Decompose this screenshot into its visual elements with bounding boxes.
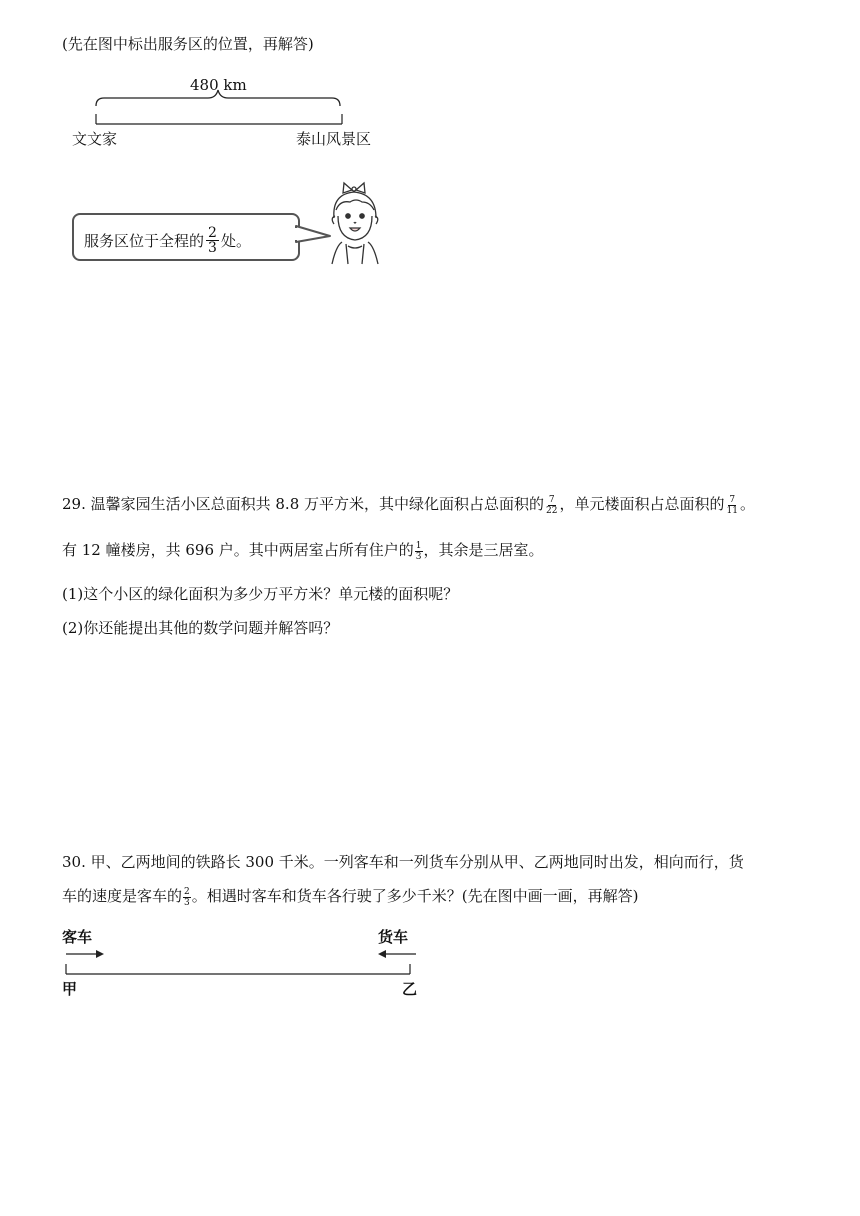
q29-fraction-building [726, 495, 739, 516]
q29-fraction-two-bedroom [415, 541, 423, 562]
q30-line2 [62, 886, 638, 908]
q29-fraction-two-bedroom-den: 3 [415, 551, 422, 562]
q29-fraction-green-den: 22 [546, 505, 558, 516]
q29-line1-text-b: ，单元楼面积占总面积的 [559, 495, 725, 513]
q29-sub-question-1: (1)这个小区的绿化面积为多少万平方米？单元楼的面积呢？ [62, 585, 459, 603]
bubble-suffix: 处。 [220, 231, 251, 250]
point-jia-label: 甲 [62, 980, 78, 998]
q30-line1: 30. 甲、乙两地间的铁路长 300 千米。一列客车和一列货车分别从甲、乙两地同时出发，相向而行，货 [62, 853, 744, 871]
bubble-prefix: 服务区位于全程的 [84, 231, 205, 250]
q30-line2-text-b: 。相遇时客车和货车各行驶了多少千米？(先在图中画一画，再解答) [191, 887, 639, 905]
bubble-fraction-den: 3 [208, 240, 217, 256]
girl-illustration [326, 180, 388, 266]
railway-line [60, 944, 424, 978]
q29-fraction-green [545, 495, 558, 516]
distance-brace-and-line [90, 88, 350, 128]
speech-bubble [72, 213, 300, 261]
bubble-fraction-num: 2 [208, 225, 217, 241]
q28-instruction: (先在图中标出服务区的位置，再解答) [62, 35, 314, 53]
bubble-fraction [206, 226, 219, 255]
q29-fraction-building-num: 7 [729, 494, 736, 505]
q30-line2-text-a: 车的速度是客车的 [62, 887, 183, 905]
q29-line2-text-b: ，其余是三居室。 [423, 541, 544, 559]
q30-fraction-speed-den: 3 [184, 897, 190, 908]
end-label: 泰山风景区 [296, 130, 372, 148]
q29-line2 [62, 540, 544, 562]
q30-fraction-speed [183, 887, 191, 908]
freight-train-label: 货车 [378, 928, 409, 946]
point-yi-label: 乙 [402, 980, 418, 998]
q29-sub-question-2: (2)你还能提出其他的数学问题并解答吗？ [62, 619, 339, 637]
q29-line2-text-a: 有 12 幢楼房，共 696 户。其中两居室占所有住户的 [62, 541, 414, 559]
q29-fraction-building-den: 11 [726, 505, 738, 516]
q29-line1-text-c: 。 [739, 495, 755, 513]
q30-fraction-speed-num: 2 [184, 886, 190, 897]
q29-fraction-two-bedroom-num: 1 [415, 540, 422, 551]
q29-fraction-green-num: 7 [548, 494, 555, 505]
q29-line1-text-a: 29. 温馨家园生活小区总面积共 8.8 万平方米，其中绿化面积占总面积的 [62, 495, 545, 513]
q29-line1 [62, 494, 755, 516]
start-label: 文文家 [72, 130, 118, 148]
distance-label: 480 km [190, 76, 247, 94]
passenger-train-label: 客车 [62, 928, 93, 946]
